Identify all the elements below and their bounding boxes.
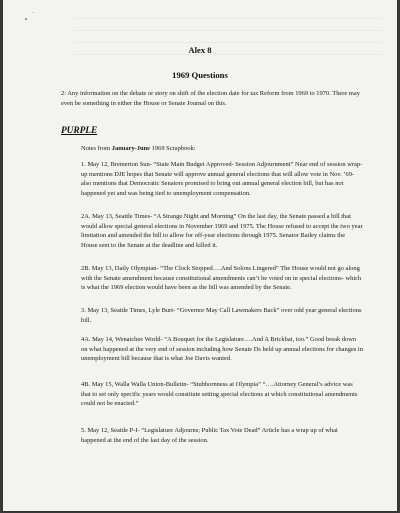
notes-prefix: Notes from bbox=[81, 145, 112, 152]
paper-speck bbox=[25, 18, 27, 20]
entry-1: 1. May 12, Bremerton Sun- “State Main Budget Approved- Session Adjournment” Near end of session wrap-up mentions DJE hopes that Senate will approve annual general elections that will allow vote in Nov. ’69- also mentions that Democratic Senators promised to bring out annual general election bill, but has not happened yet and was being tied to unemployment compensation. bbox=[81, 161, 363, 197]
notes-date-range: January-June bbox=[111, 145, 151, 152]
entry-4a: 4A. May 14, Wenatchee World- “A Bouquet for the Legislature….And A Brickbat, too.” Good break down on what happened at the very end of session including how Senate Ds held up annual elections for changes in unemployment bill because that is what Joe Davis wanted. bbox=[81, 336, 363, 363]
document-title: Alex 8 bbox=[188, 45, 212, 55]
entry-2b: 2B. May 13, Daily Olympian- “The Clock Stopped….And Solons Lingered” The House would not go along with the Senate amendment because constitutional amendments can’t be voted on in special elections- which is what the 1969 election would have been as the bill was amended by the Senate. bbox=[81, 265, 362, 292]
bleed-through-text bbox=[73, 18, 383, 66]
entry-5: 5. May 12, Seattle P-I- “Legislature Adjourns; Public Tax Vote Dead” Article has a wrap up of what happened at the end of the last day of the session. bbox=[81, 427, 338, 444]
document-page bbox=[3, 0, 397, 511]
entry-4b: 4B. May 15, Walla Walla Union-Bulletin- “Stubbornness at Olympia” “….Attorney General’s advice was that to set only specific years would constitute setting special elections at which constitutional amendments could not be enacted.” bbox=[81, 381, 358, 408]
entry-2a: 2A. May 13, Seattle Times- “A Strange Night and Morning” On the last day, the Senate passed a bill that would allow special general elections in November 1969 and 1975. The House refused to accept the two year limitation and amended the bill to allow for off-year elections through 1975. Senator Bailey claims the House sent to the Senate at the deadline and killed it. bbox=[81, 213, 363, 249]
notes-intro bbox=[81, 144, 363, 154]
entry-3: 3. May 13, Seattle Times, Lyle Burt- “Governor May Call Lawmakers Back” over odd year general elections bill. bbox=[81, 307, 362, 324]
notes-suffix: 1969 Scrapbook: bbox=[150, 145, 196, 152]
section-heading: PURPLE bbox=[61, 126, 98, 136]
intro-paragraph: 2: Any information on the debate or story on shift of the election date for tax Reform from 1969 to 1970. There may even be something in either the House or Senate Journal on this. bbox=[61, 90, 360, 107]
paper-speck bbox=[33, 12, 34, 13]
document-subtitle: 1969 Questions bbox=[172, 70, 228, 80]
